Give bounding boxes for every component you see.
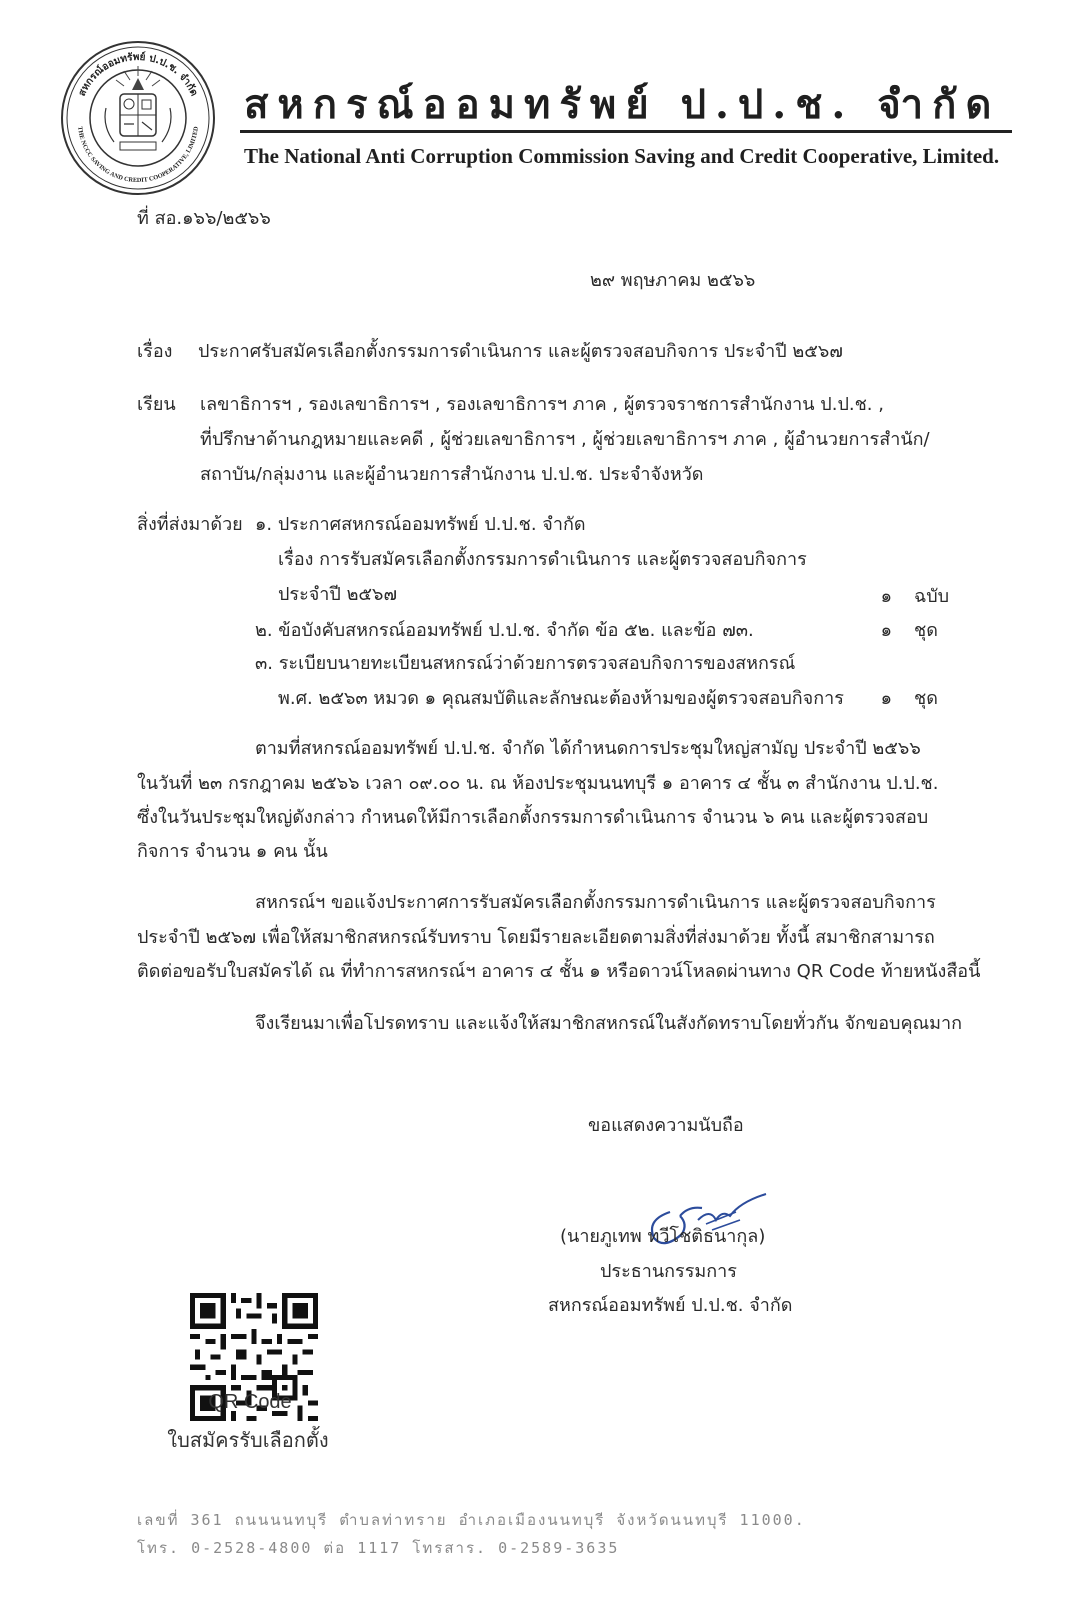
enclosure-line: เรื่อง การรับสมัครเลือกตั้งกรรมการดำเนินการ และผู้ตรวจสอบกิจการ (278, 549, 807, 570)
recipient-line: เลขาธิการฯ , รองเลขาธิการฯ , รองเลขาธิการฯ ภาค , ผู้ตรวจราชการสำนักงาน ป.ป.ช. , (200, 394, 884, 415)
footer-address: เลขที่ 361 ถนนนนทบุรี ตำบลท่าทราย อำเภอเมืองนนทบุรี จังหวัดนนทบุรี 11000. (137, 1511, 806, 1529)
svg-text:THE NCCC SAVING AND CREDIT COO: THE NCCC SAVING AND CREDIT COOPERATIVE, LIMITED (76, 126, 200, 185)
body-paragraph-3: จึงเรียนมาเพื่อโปรดทราบ และแจ้งให้สมาชิกสหกรณ์ในสังกัดทราบโดยทั่วกัน จักขอบคุณมาก (255, 1013, 963, 1034)
svg-text:สหกรณ์ออมทรัพย์ ป.ป.ช. จำกัด: สหกรณ์ออมทรัพย์ ป.ป.ช. จำกัด (76, 51, 200, 98)
footer-contact: โทร. 0-2528-4800 ต่อ 1117 โทรสาร. 0-2589-3635 (137, 1539, 620, 1557)
recipient-line: ที่ปรึกษาด้านกฎหมายและคดี , ผู้ช่วยเลขาธิการฯ , ผู้ช่วยเลขาธิการฯ ภาค , ผู้อำนวยการสำนัก/ (200, 429, 930, 450)
enclosure-line: ๑. ประกาศสหกรณ์ออมทรัพย์ ป.ป.ช. จำกัด (255, 514, 586, 535)
closing-salutation: ขอแสดงความนับถือ (588, 1115, 744, 1136)
enclosure-unit: ชุด (914, 620, 938, 641)
recipient-label: เรียน (137, 394, 176, 415)
qr-caption-title: QR Code (208, 1391, 292, 1413)
handwritten-signature (640, 1190, 770, 1260)
signer-name: (นายภูเทพ ทวีโชติธนากุล) (560, 1226, 766, 1247)
enclosure-line: ๒. ข้อบังคับสหกรณ์ออมทรัพย์ ป.ป.ช. จำกัด ข้อ ๕๒. และข้อ ๗๓. (255, 620, 754, 641)
enclosure-line: พ.ศ. ๒๕๖๓ หมวด ๑ คุณสมบัติและลักษณะต้องห้ามของผู้ตรวจสอบกิจการ (278, 688, 844, 709)
letter-date: ๒๙ พฤษภาคม ๒๕๖๖ (590, 270, 756, 291)
enclosure-unit: ชุด (914, 688, 938, 709)
subject-label: เรื่อง (137, 341, 173, 362)
body-paragraph-1-line: ตามที่สหกรณ์ออมทรัพย์ ป.ป.ช. จำกัด ได้กำหนดการประชุมใหญ่สามัญ ประจำปี ๒๕๖๖ (255, 738, 921, 759)
enclosure-unit: ฉบับ (914, 586, 950, 607)
organization-name-english: The National Anti Corruption Commission Saving and Credit Cooperative, Limited. (244, 144, 1000, 168)
signer-organization: สหกรณ์ออมทรัพย์ ป.ป.ช. จำกัด (548, 1295, 793, 1316)
enclosure-line: ประจำปี ๒๕๖๗ (278, 584, 398, 605)
enclosure-quantity: ๑ (880, 688, 892, 709)
header-rule (240, 130, 1012, 133)
reference-number: ที่ สอ.๑๖๖/๒๕๖๖ (137, 208, 271, 229)
body-paragraph-1-line: ซึ่งในวันประชุมใหญ่ดังกล่าว กำหนดให้มีการเลือกตั้งกรรมการดำเนินการ จำนวน ๖ คน และผู้ตรวจสอบ (137, 807, 929, 828)
body-paragraph-1-line: กิจการ จำนวน ๑ คน นั้น (137, 841, 328, 862)
signer-title: ประธานกรรมการ (600, 1261, 737, 1282)
subject-text: ประกาศรับสมัครเลือกตั้งกรรมการดำเนินการ และผู้ตรวจสอบกิจการ ประจำปี ๒๕๖๗ (198, 341, 843, 362)
enclosure-line: ๓. ระเบียบนายทะเบียนสหกรณ์ว่าด้วยการตรวจสอบกิจการของสหกรณ์ (255, 653, 796, 674)
enclosure-quantity: ๑ (880, 586, 892, 607)
cooperative-seal-logo (58, 38, 218, 198)
body-paragraph-2-line: ติดต่อขอรับใบสมัครได้ ณ ที่ทำการสหกรณ์ฯ อาคาร ๔ ชั้น ๑ หรือดาวน์โหลดผ่านทาง QR Code ท้ายหนังสือนี้ (137, 961, 981, 982)
body-paragraph-2-line: ประจำปี ๒๕๖๗ เพื่อให้สมาชิกสหกรณ์รับทราบ โดยมีรายละเอียดตามสิ่งที่ส่งมาด้วย ทั้งนี้ สมาชิกสามารถ (137, 927, 935, 948)
recipient-line: สถาบัน/กลุ่มงาน และผู้อำนวยการสำนักงาน ป.ป.ช. ประจำจังหวัด (200, 464, 704, 485)
qr-caption-subtitle: ใบสมัครรับเลือกตั้ง (167, 1430, 329, 1452)
body-paragraph-2-line: สหกรณ์ฯ ขอแจ้งประกาศการรับสมัครเลือกตั้งกรรมการดำเนินการ และผู้ตรวจสอบกิจการ (255, 892, 936, 913)
body-paragraph-1-line: ในวันที่ ๒๓ กรกฎาคม ๒๕๖๖ เวลา ๐๙.๐๐ น. ณ ห้องประชุมนนทบุรี ๑ อาคาร ๔ ชั้น ๓ สำนักงาน ป.ป.ช. (137, 773, 939, 794)
enclosure-quantity: ๑ (880, 620, 892, 641)
organization-name-thai: สหกรณ์ออมทรัพย์ ป.ป.ช. จำกัด (244, 81, 1001, 128)
enclosures-label: สิ่งที่ส่งมาด้วย (137, 514, 243, 535)
